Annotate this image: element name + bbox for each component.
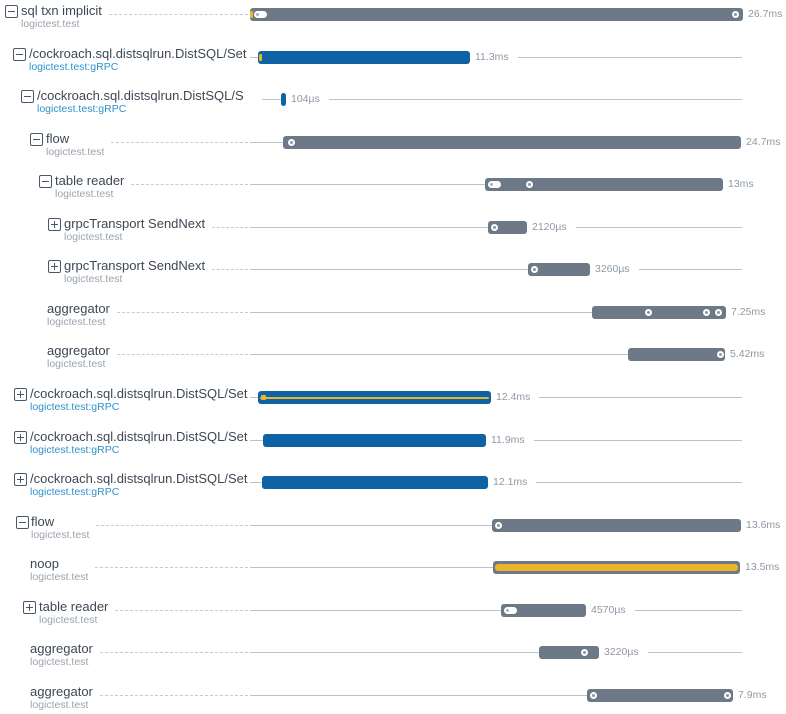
span-name: aggregator: [47, 344, 110, 358]
timeline-lead-line: [250, 227, 488, 228]
connector-dashed-line: [212, 227, 248, 228]
timeline-trail-line: [539, 397, 742, 398]
event-marker-yellow-square: [261, 395, 266, 400]
span-duration-bar[interactable]: [501, 604, 586, 617]
span-duration-bar[interactable]: [592, 306, 726, 319]
duration-label: 7.25ms: [731, 306, 766, 318]
expand-icon[interactable]: [14, 431, 27, 444]
duration-label: 2120µs: [532, 221, 567, 233]
span-duration-bar[interactable]: [488, 221, 527, 234]
trace-span-row: [0, 174, 786, 208]
span-label: [37, 89, 258, 115]
span-label: [47, 302, 110, 328]
span-label: [30, 642, 93, 668]
span-name: sql txn implicit: [21, 4, 102, 18]
span-duration-bar[interactable]: [539, 646, 599, 659]
span-duration-bar[interactable]: [528, 263, 590, 276]
event-marker-dot: [703, 309, 710, 316]
trace-span-row: [0, 132, 786, 166]
connector-dashed-line: [100, 652, 248, 653]
span-label: [47, 344, 110, 370]
span-label: [39, 600, 108, 626]
duration-label: 13ms: [728, 178, 754, 190]
timeline-trail-line: [534, 440, 742, 441]
span-name: /cockroach.sql.distsqlrun.DistSQL/Set: [30, 430, 248, 444]
timeline-trail-line: [536, 482, 742, 483]
span-label: [30, 387, 258, 413]
event-marker-dot: [288, 139, 295, 146]
duration-label: 12.1ms: [493, 476, 528, 488]
duration-label: 7.9ms: [738, 689, 767, 701]
timeline-lead-line: [250, 610, 501, 611]
timeline-lead-line: [250, 440, 263, 441]
expand-icon[interactable]: [48, 218, 61, 231]
timeline-trail-line: [648, 652, 742, 653]
span-label: [64, 259, 205, 285]
timeline-lead-line: [250, 482, 262, 483]
trace-span-row: [0, 685, 786, 714]
span-source: logictest.test: [30, 571, 89, 583]
event-marker-pill: [488, 181, 501, 188]
span-name: /cockroach.sql.distsqlrun.DistSQL/Set: [30, 472, 248, 486]
timeline-lead-line: [250, 397, 258, 398]
timeline-lead-line: [250, 652, 539, 653]
trace-span-row: [0, 344, 786, 378]
span-label: [29, 47, 258, 73]
collapse-icon[interactable]: [21, 90, 34, 103]
trace-span-row: [0, 259, 786, 293]
span-label: [46, 132, 104, 158]
span-source: logictest.test: [46, 146, 105, 158]
span-source: logictest.test:gRPC: [30, 401, 120, 413]
span-name: /cockroach.sql.distsqlrun.DistSQL/Set: [30, 387, 248, 401]
event-marker-dot: [581, 649, 588, 656]
connector-dashed-line: [96, 525, 248, 526]
event-marker-dot: [526, 181, 533, 188]
span-duration-bar[interactable]: [258, 51, 470, 64]
collapse-icon[interactable]: [30, 133, 43, 146]
span-duration-bar[interactable]: [250, 8, 743, 21]
trace-span-row: [0, 47, 786, 81]
trace-span-row: [0, 217, 786, 251]
span-source: logictest.test: [64, 273, 123, 285]
event-marker-dot: [717, 351, 724, 358]
span-duration-bar[interactable]: [262, 476, 488, 489]
collapse-icon[interactable]: [5, 5, 18, 18]
span-source: logictest.test:gRPC: [37, 103, 127, 115]
timeline-lead-line: [262, 99, 281, 100]
timeline-lead-line: [250, 312, 592, 313]
span-source: logictest.test: [30, 699, 89, 711]
span-name: aggregator: [30, 642, 93, 656]
collapse-icon[interactable]: [39, 175, 52, 188]
event-marker-dot: [531, 266, 538, 273]
span-name: flow: [46, 132, 70, 146]
connector-dashed-line: [109, 14, 248, 15]
span-source: logictest.test: [64, 231, 123, 243]
timeline-lead-line: [250, 354, 628, 355]
connector-dashed-line: [131, 184, 248, 185]
trace-span-row: [0, 642, 786, 676]
expand-icon[interactable]: [14, 473, 27, 486]
trace-span-row: [0, 515, 786, 549]
span-name: aggregator: [47, 302, 110, 316]
yellow-stripe: [495, 564, 738, 571]
span-label: [21, 4, 102, 30]
span-source: logictest.test: [39, 614, 98, 626]
span-label: [64, 217, 205, 243]
span-duration-bar[interactable]: [628, 348, 725, 361]
timeline-trail-line: [518, 57, 742, 58]
collapse-icon[interactable]: [16, 516, 29, 529]
span-duration-bar[interactable]: [485, 178, 723, 191]
event-marker-dot: [724, 692, 731, 699]
span-source: logictest.test: [55, 188, 114, 200]
span-name: aggregator: [30, 685, 93, 699]
span-source: logictest.test:gRPC: [30, 444, 120, 456]
trace-span-row: [0, 89, 786, 123]
connector-dashed-line: [111, 142, 248, 143]
timeline-trail-line: [639, 269, 742, 270]
trace-span-row: [0, 4, 786, 38]
span-name: /cockroach.sql.distsqlrun.DistSQL/S: [37, 89, 244, 103]
trace-span-row: [0, 472, 786, 506]
duration-label: 104µs: [291, 93, 320, 105]
event-marker-dot: [590, 692, 597, 699]
duration-label: 3220µs: [604, 646, 639, 658]
span-label: [30, 557, 88, 583]
timeline-lead-line: [250, 57, 258, 58]
span-label: [55, 174, 124, 200]
span-source: logictest.test: [21, 18, 80, 30]
expand-icon[interactable]: [23, 601, 36, 614]
span-source: logictest.test: [30, 656, 89, 668]
span-label: [31, 515, 89, 541]
connector-dashed-line: [95, 567, 248, 568]
trace-span-row: [0, 600, 786, 634]
span-source: logictest.test:gRPC: [30, 486, 120, 498]
span-duration-bar[interactable]: [263, 434, 486, 447]
span-name: grpcTransport SendNext: [64, 259, 206, 273]
span-name: noop: [30, 557, 59, 571]
timeline-trail-line: [576, 227, 742, 228]
connector-dashed-line: [100, 695, 248, 696]
duration-label: 5.42ms: [730, 348, 765, 360]
span-duration-bar[interactable]: [492, 519, 741, 532]
span-source: logictest.test: [47, 358, 106, 370]
trace-span-row: [0, 430, 786, 464]
yellow-stripe: [260, 397, 489, 399]
expand-icon[interactable]: [14, 388, 27, 401]
timeline-trail-line: [635, 610, 742, 611]
span-duration-bar[interactable]: [258, 391, 491, 404]
span-duration-bar[interactable]: [283, 136, 741, 149]
trace-span-row: [0, 557, 786, 591]
span-name: table reader: [39, 600, 109, 614]
span-duration-bar[interactable]: [493, 561, 740, 574]
timeline-trail-line: [329, 99, 742, 100]
span-duration-bar[interactable]: [587, 689, 733, 702]
duration-label: 11.9ms: [491, 434, 525, 446]
timeline-lead-line: [250, 269, 528, 270]
span-name: /cockroach.sql.distsqlrun.DistSQL/Set: [29, 47, 247, 61]
span-duration-bar[interactable]: [281, 93, 286, 106]
timeline-lead-line: [250, 567, 493, 568]
duration-label: 13.5ms: [745, 561, 780, 573]
span-source: logictest.test:gRPC: [29, 61, 119, 73]
duration-label: 3260µs: [595, 263, 630, 275]
trace-span-row: [0, 387, 786, 421]
connector-dashed-line: [117, 312, 248, 313]
timeline-lead-line: [250, 525, 492, 526]
connector-dashed-line: [115, 610, 248, 611]
trace-span-row: [0, 302, 786, 336]
duration-label: 11.3ms: [475, 51, 509, 63]
duration-label: 4570µs: [591, 604, 626, 616]
expand-icon[interactable]: [48, 260, 61, 273]
duration-label: 12.4ms: [496, 391, 531, 403]
timeline-lead-line: [250, 695, 587, 696]
span-source: logictest.test: [47, 316, 106, 328]
timeline-lead-line: [250, 142, 283, 143]
span-label: [30, 472, 258, 498]
collapse-icon[interactable]: [13, 48, 26, 61]
event-marker-pill: [254, 11, 267, 18]
duration-label: 26.7ms: [748, 8, 783, 20]
connector-dashed-line: [212, 269, 248, 270]
duration-label: 13.6ms: [746, 519, 781, 531]
event-marker-yellow-tick: [250, 11, 253, 18]
event-marker-dot: [715, 309, 722, 316]
event-marker-dot: [491, 224, 498, 231]
span-name: flow: [31, 515, 55, 529]
event-marker-dot: [732, 11, 739, 18]
span-label: [30, 430, 258, 456]
timeline-lead-line: [250, 184, 485, 185]
span-name: table reader: [55, 174, 125, 188]
event-marker-yellow-tick: [259, 54, 262, 61]
event-marker-dot: [495, 522, 502, 529]
event-marker-dot: [645, 309, 652, 316]
span-label: [30, 685, 93, 711]
duration-label: 24.7ms: [746, 136, 781, 148]
connector-dashed-line: [117, 354, 248, 355]
span-source: logictest.test: [31, 529, 90, 541]
span-name: grpcTransport SendNext: [64, 217, 206, 231]
event-marker-pill: [504, 607, 517, 614]
